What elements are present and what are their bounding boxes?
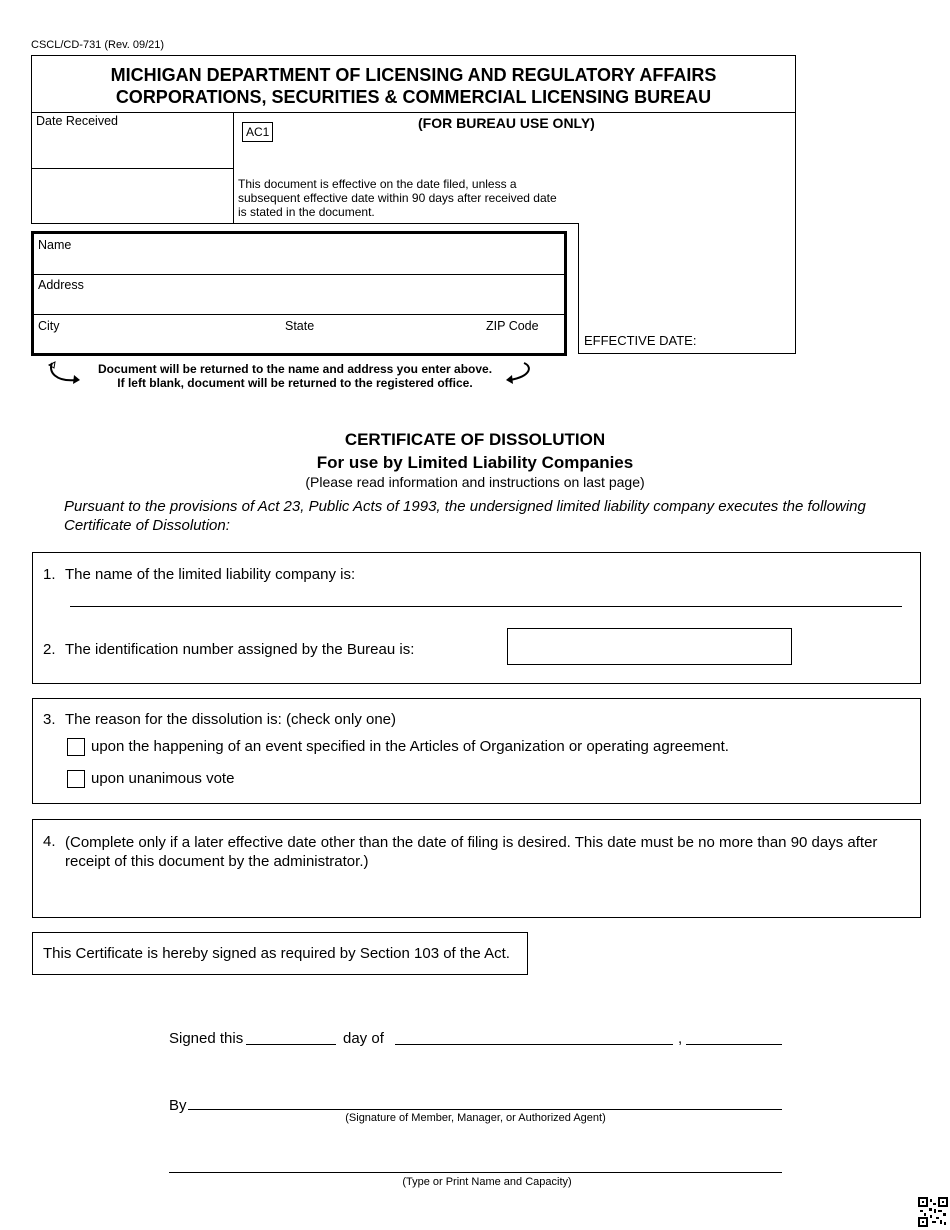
form-code: CSCL/CD-731 (Rev. 09/21): [31, 39, 165, 51]
name-label: Name: [38, 238, 72, 252]
qr-code-icon: [918, 1197, 948, 1227]
city-label: City: [38, 319, 60, 333]
signature-caption: (Signature of Member, Manager, or Authorized Agent): [345, 1112, 606, 1124]
print-name-line[interactable]: [169, 1172, 782, 1173]
s3-number: 3.: [43, 711, 56, 728]
signed-day-line[interactable]: [246, 1044, 336, 1045]
s4-number: 4.: [43, 833, 56, 850]
zip-label: ZIP Code: [486, 319, 539, 333]
day-of-label: day of: [343, 1030, 384, 1047]
unanimous-vote-checkbox[interactable]: [67, 770, 85, 788]
bureau-use-only: (FOR BUREAU USE ONLY): [418, 115, 595, 131]
s2-number: 2.: [43, 641, 56, 658]
preamble: Pursuant to the provisions of Act 23, Public Acts of 1993, the undersigned limited liability company executes the following Certificate of Dissolution:: [64, 498, 866, 534]
return-note: [80, 362, 510, 390]
city-state-zip-field[interactable]: [34, 315, 564, 353]
section-3: [32, 698, 921, 804]
certificate-title: CERTIFICATE OF DISSOLUTION: [344, 430, 606, 449]
ac1-code: AC1: [242, 122, 273, 142]
identification-number-input[interactable]: [507, 628, 792, 665]
return-address-box: [31, 231, 567, 356]
state-label: State: [285, 319, 315, 333]
effective-note: This document is effective on the date filed, unless a subsequent effective date within 90 days after received date is stated in the document.: [238, 177, 557, 219]
certificate-subtitle: For use by Limited Liability Companies: [316, 453, 634, 472]
bureau-use-area: [233, 112, 796, 224]
unanimous-option-label: upon unanimous vote: [91, 770, 235, 787]
blank-bureau-box: [31, 168, 234, 224]
signed-month-line[interactable]: [395, 1044, 673, 1045]
bureau-name: CORPORATIONS, SECURITIES & COMMERCIAL LICENSING BUREAU: [115, 87, 712, 107]
effective-date-label: EFFECTIVE DATE:: [584, 333, 697, 348]
return-note-line2: If left blank, document will be returned to the registered office.: [117, 376, 473, 390]
date-received-box: [31, 112, 234, 169]
section-4: [32, 819, 921, 918]
comma: ,: [678, 1030, 683, 1047]
signed-year-line[interactable]: [686, 1044, 782, 1045]
signature-statement-box: [32, 932, 528, 975]
instructions-note: (Please read information and instructions on last page): [305, 474, 645, 490]
address-label: Address: [38, 278, 84, 292]
section-1-2: [32, 552, 921, 684]
company-name-line[interactable]: [70, 606, 902, 607]
address-field[interactable]: [34, 274, 564, 315]
return-arrow-left-icon: [46, 360, 82, 386]
signature-line[interactable]: [188, 1109, 782, 1110]
agency-header: [31, 55, 796, 113]
signature-statement: This Certificate is hereby signed as required by Section 103 of the Act.: [43, 945, 510, 962]
s1-number: 1.: [43, 566, 56, 583]
signed-this-label: Signed this: [169, 1030, 244, 1047]
effective-date-box: [578, 223, 796, 354]
agency-name: MICHIGAN DEPARTMENT OF LICENSING AND REGULATORY AFFAIRS: [110, 65, 717, 85]
event-option-label: upon the happening of an event specified in the Articles of Organization or operating agreement.: [91, 738, 729, 755]
s4-text: (Complete only if a later effective date other than the date of filing is desired. This date must be no more than 90 days after receipt of this document by the administrator.): [65, 834, 878, 870]
bureau-divider: [233, 223, 579, 224]
event-checkbox[interactable]: [67, 738, 85, 756]
print-name-caption: (Type or Print Name and Capacity): [402, 1176, 572, 1188]
s2-text: The identification number assigned by the Bureau is:: [65, 641, 415, 658]
return-note-line1: Document will be returned to the name and address you enter above.: [97, 362, 493, 376]
by-label: By: [169, 1097, 187, 1114]
date-received-label: Date Received: [36, 114, 118, 128]
name-field[interactable]: [34, 234, 564, 275]
s3-text: The reason for the dissolution is: (check only one): [65, 711, 397, 728]
s1-text: The name of the limited liability company is:: [65, 566, 356, 583]
